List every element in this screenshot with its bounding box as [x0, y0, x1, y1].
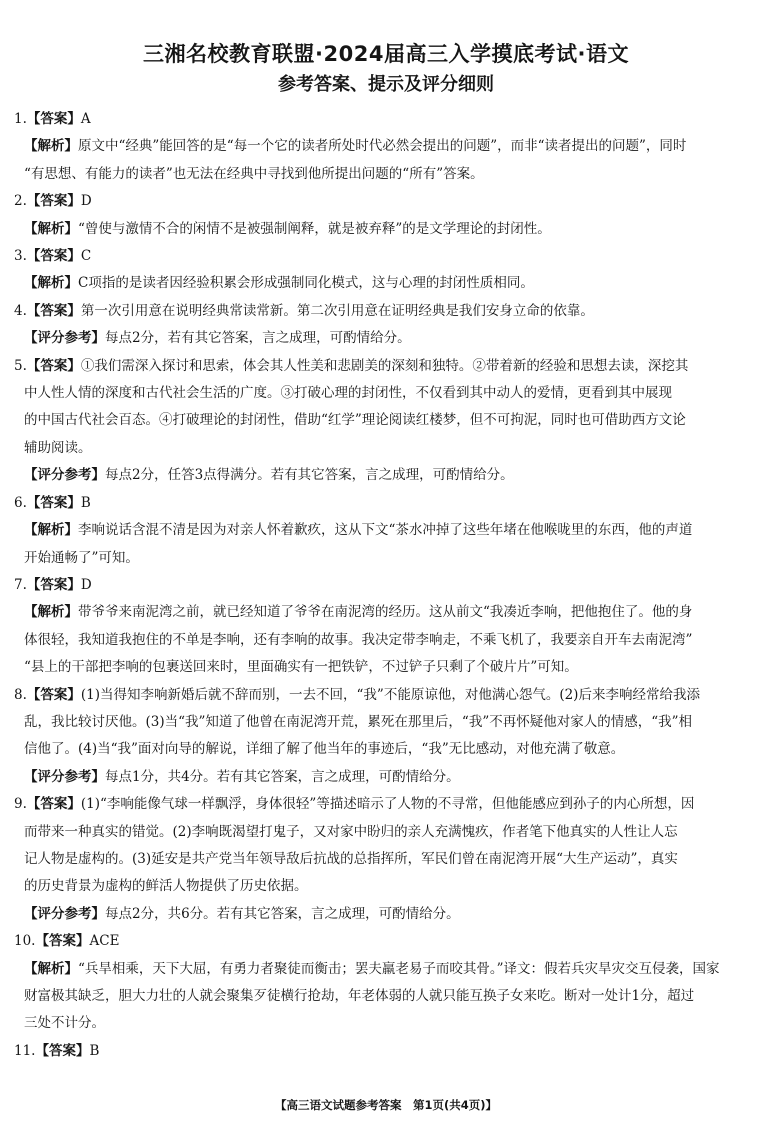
line-text: 的历史背景为虚构的鲜活人物提供了历史依据。 — [24, 878, 308, 895]
question-number: 11. — [14, 1042, 36, 1059]
explanation-line — [14, 599, 758, 626]
explanation-line — [14, 325, 758, 352]
line-text: “县上的干部把李响的包裹送回来时，里面确实有一把铁铲，不过铲子只剩了个破片片”可知。 — [24, 659, 578, 676]
section-label: 【答案】 — [26, 494, 81, 511]
section-label: 【评分参考】 — [24, 768, 105, 785]
section-label: 【答案】 — [26, 248, 81, 265]
line-text: 开始通畅了”可知。 — [24, 549, 139, 566]
continuation-line — [14, 380, 758, 407]
section-label: 【答案】 — [26, 111, 81, 127]
line-text: 而带来一种真实的错觉。(2)李响既渴望打鬼子，又对家中盼归的亲人充满愧疚，作者笔下他真实的人性让人忘 — [24, 823, 678, 840]
line-text: 信他了。(4)当“我”面对向导的解说，详细了解了他当年的事迹后，“我”无比感动，对他充满了敬意。 — [24, 741, 625, 758]
continuation-line — [14, 1010, 758, 1037]
answer-line — [14, 1038, 758, 1065]
line-text: 记人物是虚构的。(3)延安是共产党当年领导敌后抗战的总指挥所，军民们曾在南泥湾开展“大生产运动”，真实 — [24, 850, 678, 867]
section-label: 【答案】 — [35, 933, 90, 950]
answer-line — [14, 682, 758, 709]
line-text: 第一次引用意在说明经典常读常新。第二次引用意在证明经典是我们安身立命的依靠。 — [80, 302, 594, 319]
line-text: 每点2分，共6分。若有其它答案，言之成理，可酌情给分。 — [105, 905, 460, 922]
continuation-line — [14, 545, 758, 572]
line-text: (1)“李响能像气球一样飘浮，身体很轻”等描述暗示了人物的不寻常，但他能感应到孙子的内心所想，因 — [80, 796, 695, 813]
continuation-line — [14, 435, 758, 462]
line-text: “曾使与激情不合的闲情不是被强制阐释，就是被弃释”的是文学理论的封闭性。 — [78, 220, 551, 237]
answer-line — [14, 791, 758, 818]
answer-line — [14, 188, 758, 215]
continuation-line — [14, 846, 758, 873]
section-label: 【答案】 — [35, 1042, 90, 1059]
page-footer: 【高三语文试题参考答案 第1页(共4页)】 — [274, 1098, 497, 1112]
line-text: “有思想、有能力的读者”也无法在经典中寻找到他所提出问题的“所有”答案。 — [24, 165, 484, 182]
answer-line — [14, 490, 758, 517]
explanation-line — [14, 956, 758, 983]
line-text: 每点2分，任答3点得满分。若有其它答案，言之成理，可酌情给分。 — [105, 467, 514, 484]
line-text: 体很轻，我知道我抱住的不单是李响，还有李响的故事。我决定带李响走，不乘飞机了，我要亲自开车去南泥湾” — [24, 631, 693, 648]
answer-line — [14, 572, 758, 599]
question-number: 4. — [14, 302, 27, 319]
line-text: B — [80, 494, 91, 511]
line-text: “兵旱相乘，天下大屈，有勇力者聚徒而衡击；罢夫羸老易子而咬其骨。”译文：假若兵灾旱灾交互侵袭，国家 — [78, 960, 720, 977]
section-label: 【评分参考】 — [24, 330, 105, 347]
explanation-line — [14, 133, 758, 160]
section-label: 【解析】 — [24, 138, 78, 155]
continuation-line — [14, 736, 758, 763]
line-text: 三处不计分。 — [24, 1015, 105, 1032]
line-text: B — [89, 1042, 100, 1059]
continuation-line — [14, 407, 758, 434]
line-text: 的中国古代社会百态。④打破理论的封闭性，借助“红学”理论阅读红楼梦，但不可拘泥，同时也可借助西方文论 — [24, 412, 686, 429]
line-text: 每点1分，共4分。若有其它答案，言之成理，可酌情给分。 — [105, 768, 460, 785]
answer-line — [14, 106, 758, 133]
continuation-line — [14, 627, 758, 654]
answer-line — [14, 353, 758, 380]
question-number: 9. — [14, 796, 27, 813]
line-text: 李响说话含混不清是因为对亲人怀着歉疚，这从下文“茶水冲掉了这些年堵在他喉咙里的东西，他的声道 — [78, 522, 693, 539]
answer-list — [14, 106, 758, 1065]
continuation-line — [14, 983, 758, 1010]
line-text: D — [80, 576, 92, 593]
explanation-line — [14, 901, 758, 928]
line-text: 辅助阅读。 — [24, 439, 92, 456]
line-text: (1)当得知李响新婚后就不辞而别，一去不回，“我”不能原谅他，对他满心怨气。(2)后来李响经常给我添 — [80, 686, 700, 703]
continuation-line — [14, 654, 758, 681]
question-number: 3. — [14, 248, 27, 265]
explanation-line — [14, 764, 758, 791]
explanation-line — [14, 517, 758, 544]
line-text: C — [80, 248, 92, 265]
question-number: 1. — [14, 111, 27, 127]
question-number: 5. — [14, 357, 27, 374]
section-label: 【答案】 — [26, 302, 81, 319]
section-label: 【答案】 — [26, 193, 81, 210]
explanation-line — [14, 270, 758, 297]
line-text: ACE — [89, 933, 120, 950]
section-label: 【解析】 — [24, 522, 78, 539]
section-label: 【答案】 — [26, 357, 81, 374]
section-label: 【解析】 — [24, 220, 78, 237]
explanation-line — [14, 462, 758, 489]
section-label: 【答案】 — [26, 796, 81, 813]
section-label: 【答案】 — [26, 686, 81, 703]
line-text: 带爷爷来南泥湾之前，就已经知道了爷爷在南泥湾的经历。这从前文“我凑近李响，把他抱住了。他的身 — [78, 604, 693, 621]
continuation-line — [14, 819, 758, 846]
answer-line — [14, 298, 758, 325]
line-text: 乱，我比较讨厌他。(3)当“我”知道了他曾在南泥湾开荒，累死在那里后，“我”不再怀疑他对家人的情感，“我”相 — [24, 713, 693, 730]
question-number: 7. — [14, 576, 27, 593]
section-label: 【解析】 — [24, 604, 78, 621]
line-text: 中人性人情的深度和古代社会生活的广度。③打破心理的封闭性，不仅看到其中动人的爱情，更看到其中展现 — [24, 385, 672, 402]
line-text: C项指的是读者因经验积累会形成强制同化模式，这与心理的封闭性质相同。 — [78, 275, 534, 292]
continuation-line — [14, 161, 758, 188]
line-text: 财富极其缺乏，胆大力壮的人就会聚集歹徒横行抢劫，年老体弱的人就只能互换子女来吃。断对一处计1分，超过 — [24, 988, 695, 1004]
section-label: 【答案】 — [26, 576, 81, 593]
section-label: 【解析】 — [24, 275, 78, 292]
question-number: 8. — [14, 686, 27, 703]
page-subtitle: 参考答案、提示及评分细则 — [278, 74, 494, 95]
line-text: ①我们需深入探讨和思索，体会其人性美和悲剧美的深刻和独特。②带着新的经验和思想去读，深挖其 — [80, 357, 689, 374]
section-label: 【评分参考】 — [24, 467, 105, 484]
continuation-line — [14, 873, 758, 900]
question-number: 6. — [14, 494, 27, 511]
line-text: A — [80, 111, 91, 127]
question-number: 2. — [14, 193, 27, 210]
explanation-line — [14, 216, 758, 243]
line-text: 每点2分，若有其它答案，言之成理，可酌情给分。 — [105, 330, 411, 347]
line-text: 原文中“经典”能回答的是“每一个它的读者所处时代必然会提出的问题”，而非“读者提出的问题”，同时 — [78, 138, 687, 155]
line-text: D — [80, 193, 92, 210]
continuation-line — [14, 709, 758, 736]
section-label: 【解析】 — [24, 960, 78, 977]
question-number: 10. — [14, 933, 36, 950]
answer-line — [14, 928, 758, 955]
page-title: 三湘名校教育联盟·2024届高三入学摸底考试·语文 — [143, 42, 629, 66]
section-label: 【评分参考】 — [24, 905, 105, 922]
answer-line — [14, 243, 758, 270]
